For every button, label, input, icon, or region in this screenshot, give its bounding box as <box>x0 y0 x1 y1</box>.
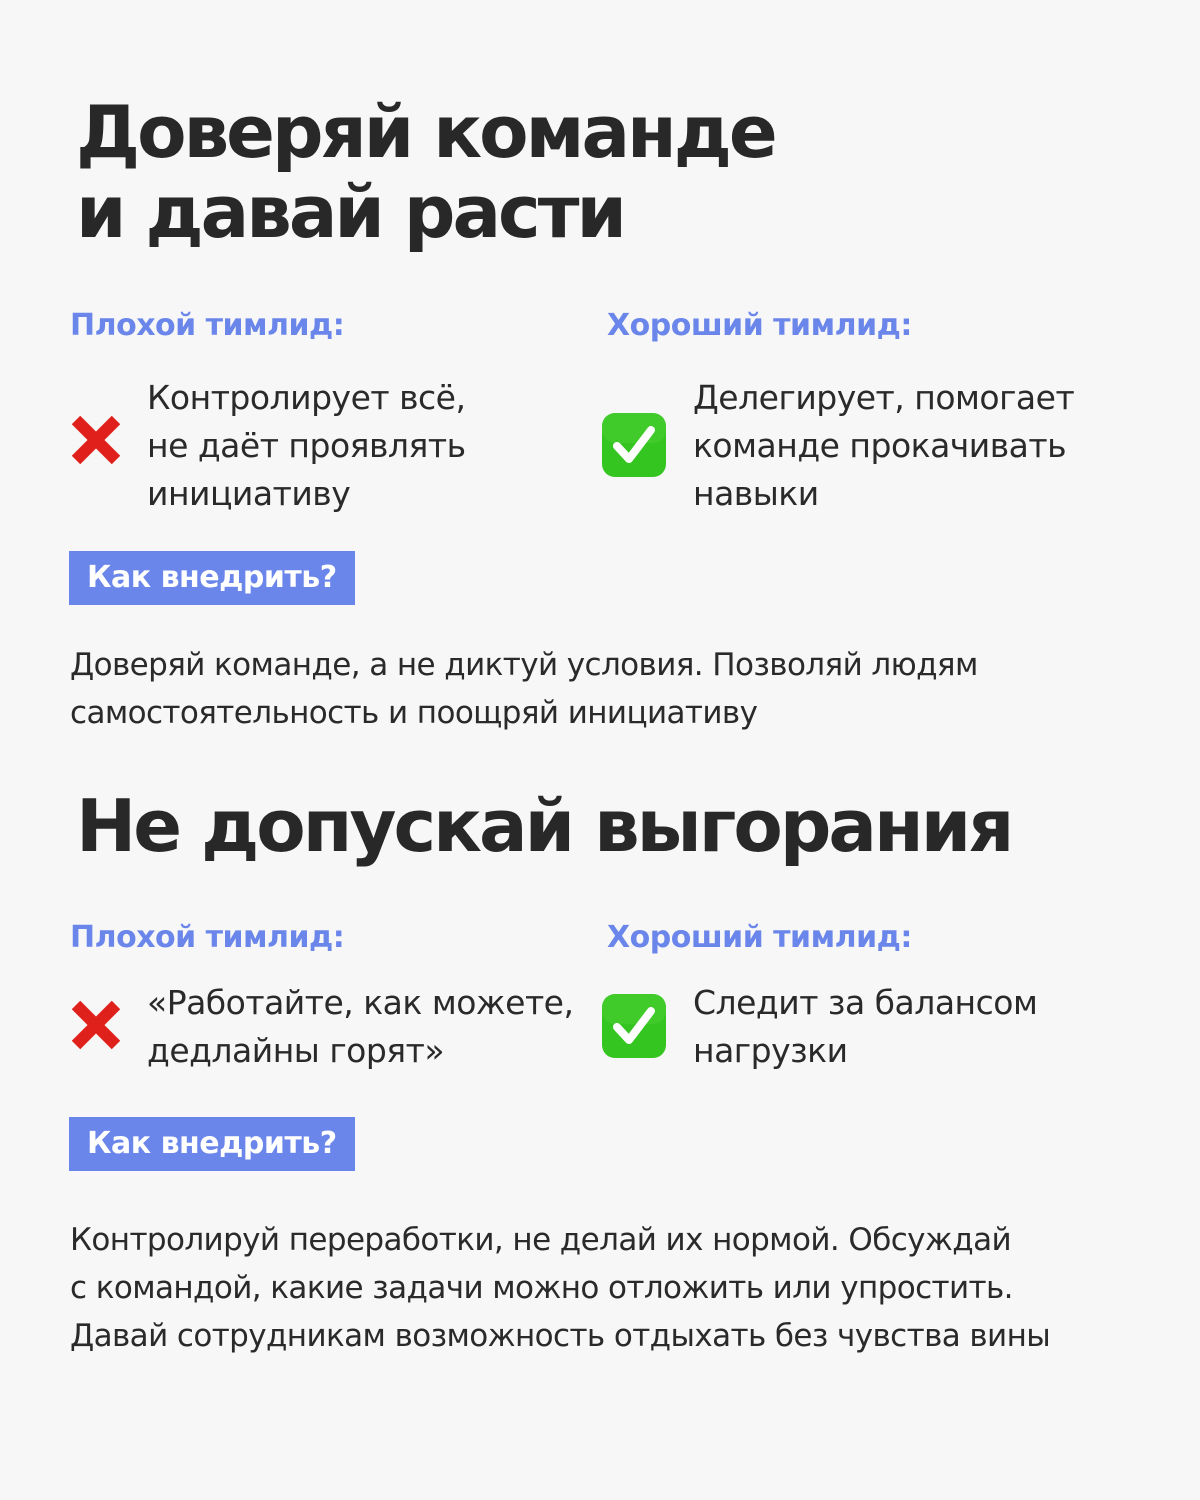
cross-mark-icon <box>68 997 124 1053</box>
section-title-burnout: Не допускай выгорания <box>76 784 1012 868</box>
bad-leader-text: Контролирует всё, не даёт проявлять инициативу <box>147 378 466 513</box>
section-title-line: и давай расти <box>76 170 624 254</box>
bad-leader-text: «Работайте, как можете, дедлайны горят» <box>147 983 574 1070</box>
how-to-implement-badge: Как внедрить? <box>69 1117 355 1171</box>
cross-mark-icon <box>68 412 124 468</box>
section-title-line: Доверяй команде <box>76 90 775 174</box>
how-to-implement-badge: Как внедрить? <box>69 551 355 605</box>
bad-leader-label: Плохой тимлид: <box>70 308 345 343</box>
implementation-text: Контролируй переработки, не делай их нормой. Обсуждай с командой, какие задачи можно отложить или упростить. Давай сотрудникам возможность отдыхать без чувства вины <box>70 1222 1051 1354</box>
bad-leader-label: Плохой тимлид: <box>70 920 345 955</box>
good-leader-text: Делегирует, помогает команде прокачивать навыки <box>693 378 1075 513</box>
section-title-trust <box>76 92 775 252</box>
check-mark-button-icon <box>601 993 667 1059</box>
good-leader-label: Хороший тимлид: <box>607 308 912 343</box>
good-leader-label: Хороший тимлид: <box>607 920 912 955</box>
check-mark-button-icon <box>601 412 667 478</box>
good-leader-text: Следит за балансом нагрузки <box>693 983 1038 1070</box>
implementation-text: Доверяй команде, а не диктуй условия. Позволяй людям самостоятельность и поощряй инициативу <box>70 647 978 731</box>
